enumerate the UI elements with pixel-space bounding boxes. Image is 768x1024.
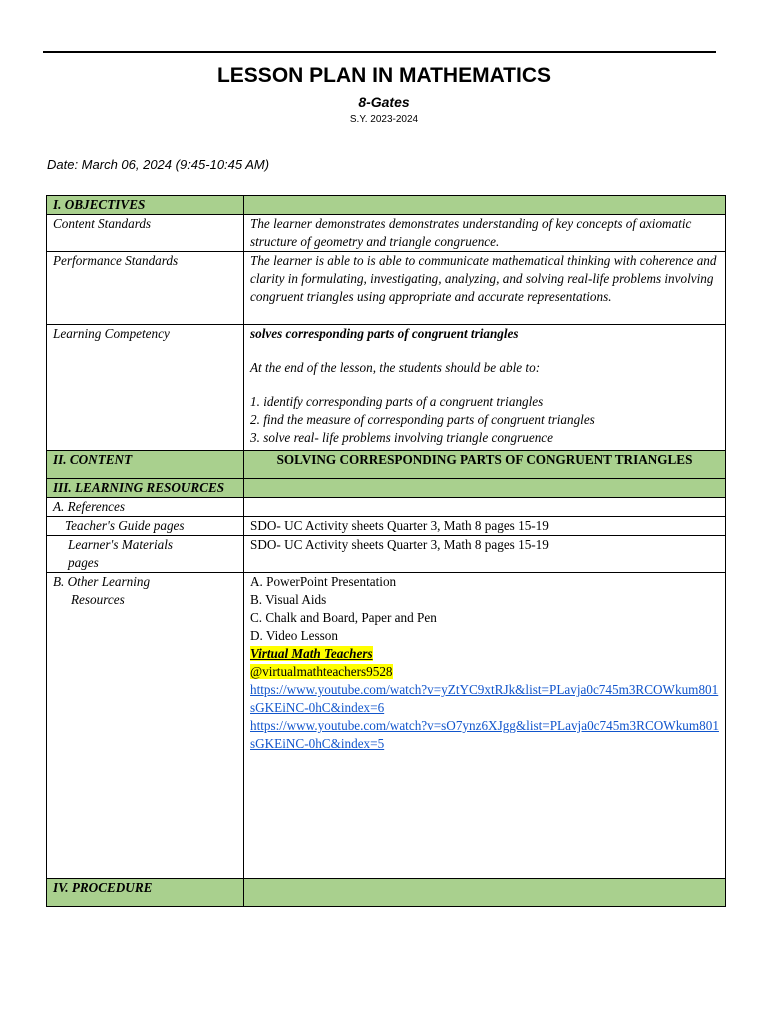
learning-resources-header-row bbox=[47, 479, 726, 498]
objectives-heading: I. OBJECTIVES bbox=[47, 196, 244, 215]
learners-materials-label-2: pages bbox=[68, 555, 99, 570]
procedure-header-row bbox=[47, 879, 726, 907]
other-resources-label: B. Other Learning bbox=[53, 574, 151, 589]
content-header-row bbox=[47, 451, 726, 479]
learners-materials-value: SDO- UC Activity sheets Quarter 3, Math 8 pages 15-19 bbox=[244, 536, 726, 573]
objectives-header-row bbox=[47, 196, 726, 215]
competency-item: 1. identify corresponding parts of a congruent triangles bbox=[250, 394, 544, 409]
channel-name: Virtual Math Teachers bbox=[250, 646, 373, 661]
other-resources-cell bbox=[244, 573, 726, 879]
learners-materials-label: Learner's Materials bbox=[68, 537, 174, 552]
other-resources-label-2: Resources bbox=[71, 592, 125, 607]
learning-competency-label: Learning Competency bbox=[47, 325, 244, 451]
teachers-guide-label: Teacher's Guide pages bbox=[47, 517, 244, 536]
content-standards-label: Content Standards bbox=[47, 215, 244, 252]
competency-item: 3. solve real- life problems involving triangle congruence bbox=[250, 430, 553, 445]
channel-handle: @virtualmathteachers9528 bbox=[250, 664, 393, 679]
top-rule bbox=[43, 51, 716, 53]
resource-item: D. Video Lesson bbox=[250, 628, 338, 643]
resource-item: B. Visual Aids bbox=[250, 592, 327, 607]
school-year: S.Y. 2023-2024 bbox=[349, 114, 419, 125]
resource-item: A. PowerPoint Presentation bbox=[250, 574, 397, 589]
resource-item: C. Chalk and Board, Paper and Pen bbox=[250, 610, 437, 625]
learners-materials-label-cell bbox=[47, 536, 244, 573]
content-standards-text: The learner demonstrates demonstrates understanding of key concepts of axiomatic structure of geometry and triangle congruence. bbox=[244, 215, 726, 252]
learning-competency-main: solves corresponding parts of congruent triangles bbox=[250, 326, 519, 341]
learners-materials-row bbox=[47, 536, 726, 573]
competency-item: 2. find the measure of corresponding parts of congruent triangles bbox=[250, 412, 595, 427]
other-resources-label-cell bbox=[47, 573, 244, 879]
performance-standards-label: Performance Standards bbox=[47, 252, 244, 325]
procedure-heading: IV. PROCEDURE bbox=[47, 879, 244, 907]
date-line: Date: March 06, 2024 (9:45-10:45 AM) bbox=[47, 157, 270, 172]
section-name: 8-Gates bbox=[358, 94, 410, 110]
content-heading: II. CONTENT bbox=[47, 451, 244, 479]
performance-standards-text: The learner is able to is able to communicate mathematical thinking with coherence and clarity in formulating, investigating, analyzing, and solving real-life problems involving congruent triangles using appropriate and accurate representations. bbox=[244, 252, 726, 325]
learning-resources-heading: III. LEARNING RESOURCES bbox=[47, 479, 244, 498]
references-label: A. References bbox=[47, 498, 244, 517]
references-row bbox=[47, 498, 726, 517]
learning-competency-row bbox=[47, 325, 726, 451]
lesson-plan-table bbox=[46, 195, 726, 907]
document-title: LESSON PLAN IN MATHEMATICS bbox=[216, 64, 552, 87]
teachers-guide-row bbox=[47, 517, 726, 536]
video-link-1[interactable]: https://www.youtube.com/watch?v=yZtYC9xtRJk&list=PLavja0c745m3RCOWkum801sGKEiNC-0hC&index=6 bbox=[250, 682, 719, 715]
content-value: SOLVING CORRESPONDING PARTS OF CONGRUENT TRIANGLES bbox=[244, 451, 726, 479]
learning-competency-intro: At the end of the lesson, the students should be able to: bbox=[250, 360, 541, 375]
video-link-2[interactable]: https://www.youtube.com/watch?v=sO7ynz6XJgg&list=PLavja0c745m3RCOWkum801sGKEiNC-0hC&index=5 bbox=[250, 718, 719, 751]
other-resources-row bbox=[47, 573, 726, 879]
content-standards-row bbox=[47, 215, 726, 252]
learning-competency-cell bbox=[244, 325, 726, 451]
performance-standards-row bbox=[47, 252, 726, 325]
teachers-guide-value: SDO- UC Activity sheets Quarter 3, Math 8 pages 15-19 bbox=[244, 517, 726, 536]
